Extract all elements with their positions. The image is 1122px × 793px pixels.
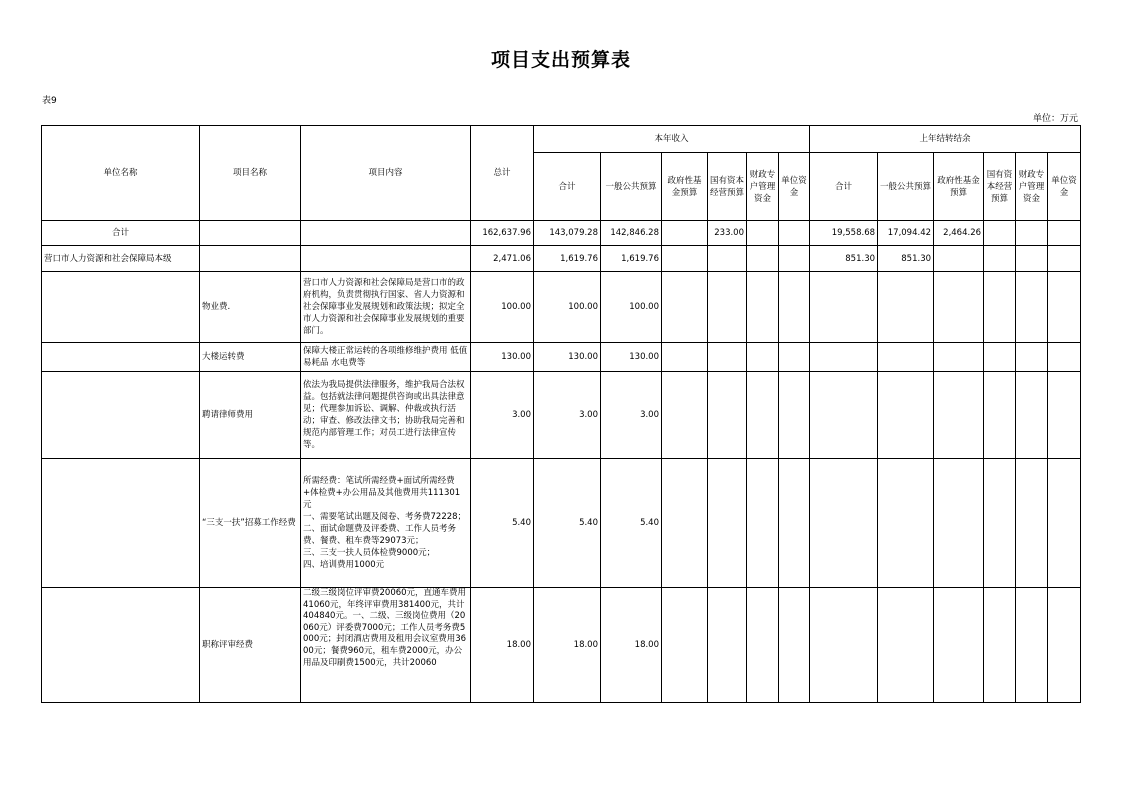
- table-number: 表9: [42, 96, 57, 106]
- project-content: 营口市人力资源和社会保障局是营口市的政府机构，负责贯彻执行国家、省人力资源和社会保障事业发展规划和政策法规；拟定全市人力资源和社会保障事业发展规划的重要部门。: [301, 272, 471, 343]
- cell: [934, 272, 984, 343]
- cell: [878, 272, 934, 343]
- cell: [662, 272, 708, 343]
- header-row-1: [42, 126, 1081, 153]
- project-content: 依法为我局提供法律服务，维护我局合法权益。包括就法律问题提供咨询或出具法律意见；代理参加诉讼、调解、仲裁或执行活动；审查、修改法律文书；协助我局完善和规范内部管理工作；对员工进行法律宣传等。: [301, 372, 471, 459]
- cell: [810, 343, 878, 372]
- cell: [779, 459, 810, 588]
- cell: 851.30: [810, 246, 878, 272]
- header-prev-balance: 上年结转结余: [810, 126, 1081, 153]
- cell: [1048, 459, 1081, 588]
- cell: [810, 272, 878, 343]
- cell: [747, 372, 779, 459]
- table-row: [42, 459, 1081, 588]
- header-prev-general: 一般公共预算: [878, 153, 934, 221]
- summary-total: 162,637.96: [471, 221, 534, 246]
- row-total: 130.00: [471, 343, 534, 372]
- project-name: 大楼运转费: [200, 343, 301, 372]
- cell: [984, 588, 1016, 703]
- unit-row: [42, 246, 1081, 272]
- header-project-name: 项目名称: [200, 126, 301, 221]
- cell: [779, 272, 810, 343]
- cell: [1016, 272, 1048, 343]
- cell: [1048, 343, 1081, 372]
- cell: 3.00: [601, 372, 662, 459]
- cell: [878, 588, 934, 703]
- header-cur-unit-fund: 单位资金: [779, 153, 810, 221]
- cell: 130.00: [601, 343, 662, 372]
- project-content: [301, 459, 471, 588]
- cell: 100.00: [601, 272, 662, 343]
- row-total: 3.00: [471, 372, 534, 459]
- cell: [747, 343, 779, 372]
- project-name: 物业费.: [200, 272, 301, 343]
- cell: [747, 221, 779, 246]
- cell: [878, 343, 934, 372]
- project-name: 职称评审经费: [200, 588, 301, 703]
- row-total: 18.00: [471, 588, 534, 703]
- content-line: 所需经费：笔试所需经费+面试所需经费+体检费+办公用品及其他费用共111301元: [303, 476, 461, 510]
- cell: [934, 343, 984, 372]
- project-name: “三支一扶”招募工作经费: [200, 459, 301, 588]
- cell: [708, 588, 747, 703]
- cell: [984, 272, 1016, 343]
- cell: 233.00: [708, 221, 747, 246]
- cell: 2,464.26: [934, 221, 984, 246]
- header-unit-name: 单位名称: [42, 126, 200, 221]
- cell: [1016, 459, 1048, 588]
- cell: [1048, 372, 1081, 459]
- cell: [1016, 246, 1048, 272]
- table-row: [42, 343, 1081, 372]
- header-cur-special-account: 财政专户管理资金: [747, 153, 779, 221]
- cell: [1016, 372, 1048, 459]
- cell: [984, 221, 1016, 246]
- project-content: 保障大楼正常运转的各项维修维护费用 低值易耗品 水电费等: [301, 343, 471, 372]
- unit-label: 单位：万元: [1032, 114, 1078, 124]
- cell: [984, 372, 1016, 459]
- cell: [1016, 588, 1048, 703]
- cell: [1048, 272, 1081, 343]
- cell: [747, 588, 779, 703]
- header-cur-general: 一般公共预算: [601, 153, 662, 221]
- header-prev-total: 合计: [810, 153, 878, 221]
- cell: [662, 459, 708, 588]
- cell: [1048, 588, 1081, 703]
- header-total: 总计: [471, 126, 534, 221]
- cell: [708, 372, 747, 459]
- header-current-income: 本年收入: [534, 126, 810, 153]
- cell: [934, 459, 984, 588]
- content-line: 三、三支一扶人员体检费9000元；: [303, 548, 436, 558]
- cell: [747, 246, 779, 272]
- header-cur-total: 合计: [534, 153, 601, 221]
- header-prev-special-account: 财政专户管理资金: [1016, 153, 1048, 221]
- cell: [662, 588, 708, 703]
- cell: [662, 221, 708, 246]
- cell: [779, 372, 810, 459]
- cell: [810, 459, 878, 588]
- cell: [1048, 246, 1081, 272]
- content-line: 二、面试命题费及评委费、工作人员考务费、餐费、租车费等29073元；: [303, 524, 457, 546]
- header-cur-gov-fund: 政府性基金预算: [662, 153, 708, 221]
- cell: 143,079.28: [534, 221, 601, 246]
- cell: [747, 459, 779, 588]
- cell: 18.00: [534, 588, 601, 703]
- cell: 1,619.76: [534, 246, 601, 272]
- unit-total: 2,471.06: [471, 246, 534, 272]
- cell: 5.40: [534, 459, 601, 588]
- cell: [662, 343, 708, 372]
- cell: 100.00: [534, 272, 601, 343]
- cell: [747, 272, 779, 343]
- content-line: 一、需要笔试出题及阅卷、考务费72228；: [303, 512, 467, 522]
- cell: 142,846.28: [601, 221, 662, 246]
- summary-row: [42, 221, 1081, 246]
- budget-table: [41, 125, 1081, 703]
- header-prev-unit-fund: 单位资金: [1048, 153, 1081, 221]
- row-total: 100.00: [471, 272, 534, 343]
- header-cur-state-capital: 国有资本经营预算: [708, 153, 747, 221]
- cell: 1,619.76: [601, 246, 662, 272]
- cell: [934, 372, 984, 459]
- cell: [934, 588, 984, 703]
- project-name: 聘请律师费用: [200, 372, 301, 459]
- cell: [779, 246, 810, 272]
- cell: 130.00: [534, 343, 601, 372]
- cell: 19,558.68: [810, 221, 878, 246]
- cell: [878, 372, 934, 459]
- page-title: 项目支出预算表: [490, 49, 631, 71]
- table-row: [42, 372, 1081, 459]
- cell: [984, 343, 1016, 372]
- cell: [1048, 221, 1081, 246]
- cell: 5.40: [601, 459, 662, 588]
- unit-name: 营口市人力资源和社会保障局本级: [42, 246, 200, 272]
- cell: 3.00: [534, 372, 601, 459]
- cell: [662, 372, 708, 459]
- row-total: 5.40: [471, 459, 534, 588]
- cell: [984, 246, 1016, 272]
- summary-label: 合计: [42, 221, 200, 246]
- cell: [779, 588, 810, 703]
- cell: [1016, 343, 1048, 372]
- header-project-content: 项目内容: [301, 126, 471, 221]
- cell: [1016, 221, 1048, 246]
- cell: 851.30: [878, 246, 934, 272]
- cell: [984, 459, 1016, 588]
- cell: [810, 372, 878, 459]
- cell: [934, 246, 984, 272]
- table-row: [42, 588, 1081, 703]
- cell: [779, 221, 810, 246]
- cell: [779, 343, 810, 372]
- cell: [708, 459, 747, 588]
- cell: [662, 246, 708, 272]
- cell: 18.00: [601, 588, 662, 703]
- cell: [708, 343, 747, 372]
- cell: [810, 588, 878, 703]
- content-line: 四、培训费用1000元: [303, 560, 385, 570]
- cell: 17,094.42: [878, 221, 934, 246]
- header-prev-gov-fund: 政府性基金预算: [934, 153, 984, 221]
- cell: [878, 459, 934, 588]
- cell: [708, 272, 747, 343]
- header-prev-state-capital: 国有资本经营预算: [984, 153, 1016, 221]
- project-content: 二级三级岗位评审费20060元，直通车费用41060元，年终评审费用381400元，共计404840元。一、二级、三级岗位费用（20060元）评委费7000元；工作人员考务费5000元；封闭酒店费用及租用会议室费用3600元；餐费960元，租车费2000元，办公用品及印刷费1500元，共计20060: [303, 588, 467, 668]
- table-row: [42, 272, 1081, 343]
- cell: [708, 246, 747, 272]
